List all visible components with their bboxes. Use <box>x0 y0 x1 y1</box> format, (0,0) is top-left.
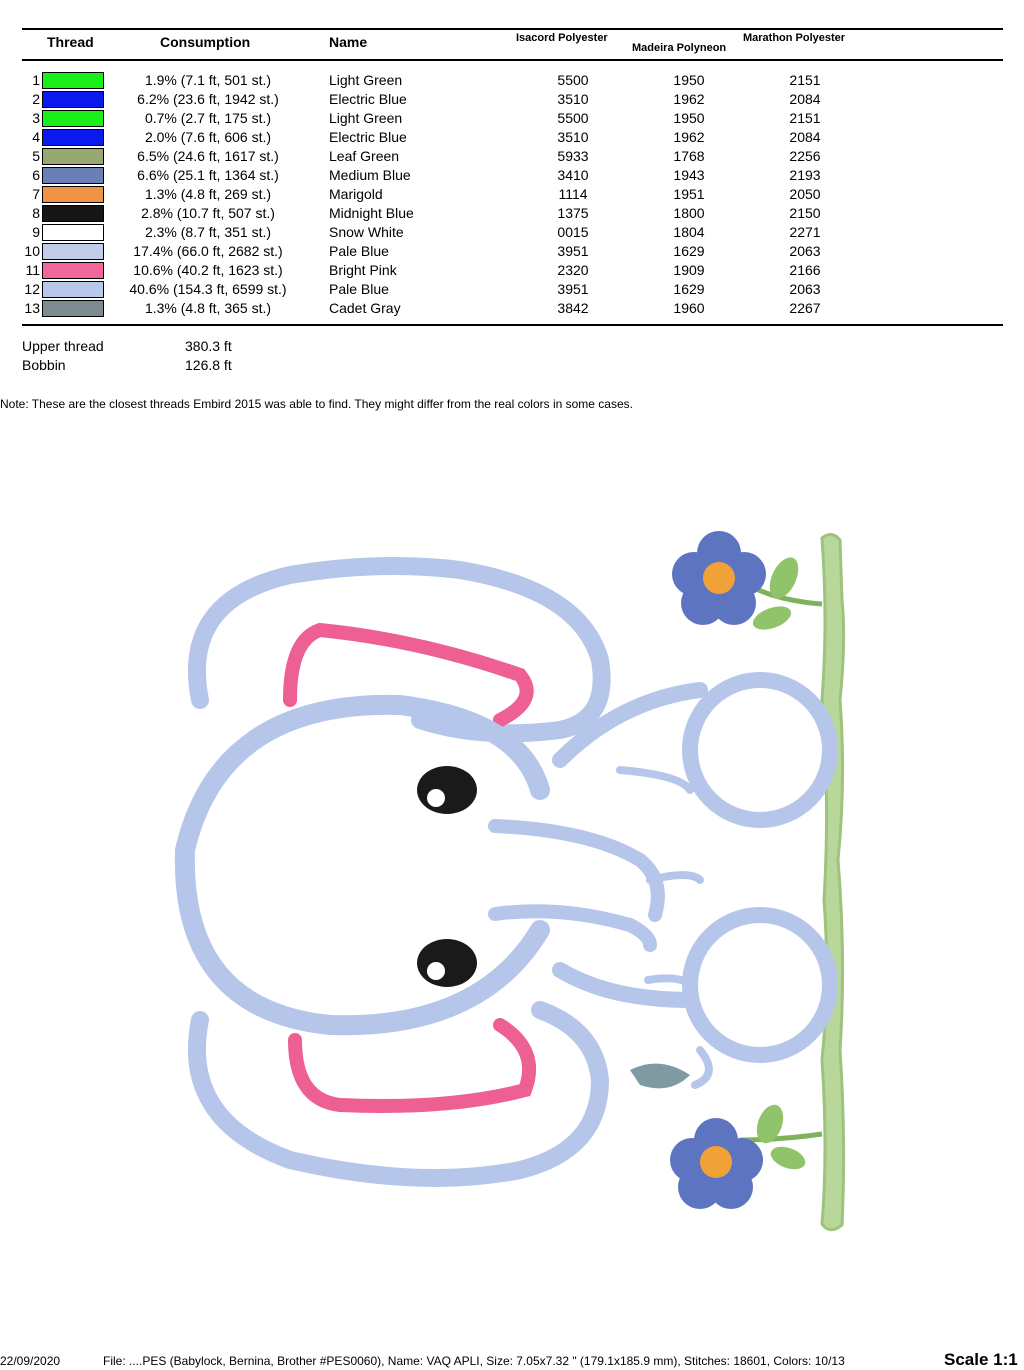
table-row <box>0 204 1024 223</box>
thread-color-swatch <box>42 186 104 203</box>
thread-color-swatch <box>42 72 104 89</box>
table-row <box>0 147 1024 166</box>
thread-consumption: 1.3% (4.8 ft, 269 st.) <box>144 186 272 202</box>
leaf-bottom-2 <box>768 1142 809 1173</box>
marathon-code: 2271 <box>789 224 821 240</box>
table-row <box>0 261 1024 280</box>
thread-name: Marigold <box>329 186 383 202</box>
upper-thread-label: Upper thread <box>22 338 104 354</box>
table-row <box>0 109 1024 128</box>
madeira-code: 1950 <box>673 72 705 88</box>
thread-number: 3 <box>32 110 40 126</box>
thread-number: 5 <box>32 148 40 164</box>
thread-color-swatch <box>42 224 104 241</box>
foot-top <box>690 680 830 820</box>
gray-leaf <box>630 1064 690 1089</box>
bottom-flower-stem <box>740 1134 822 1140</box>
header-madeira: Madeira Polyneon <box>632 42 727 54</box>
thread-color-swatch <box>42 148 104 165</box>
thread-color-swatch <box>42 91 104 108</box>
thread-name: Light Green <box>329 110 403 126</box>
isacord-code: 5933 <box>557 148 589 164</box>
isacord-code: 1375 <box>557 205 589 221</box>
thread-name: Electric Blue <box>329 129 407 145</box>
thread-number: 7 <box>32 186 40 202</box>
thread-consumption: 2.8% (10.7 ft, 507 st.) <box>141 205 275 221</box>
marathon-code: 2050 <box>789 186 821 202</box>
thread-consumption: 40.6% (154.3 ft, 6599 st.) <box>129 281 287 297</box>
isacord-code: 1114 <box>558 186 588 202</box>
thread-number: 1 <box>32 72 40 88</box>
eye-top-highlight <box>427 789 445 807</box>
thread-color-swatch <box>42 243 104 260</box>
thread-name: Pale Blue <box>329 281 389 297</box>
madeira-code: 1800 <box>673 205 705 221</box>
thread-name: Pale Blue <box>329 243 389 259</box>
header-consumption: Consumption <box>160 34 251 50</box>
elephant-embroidery-design <box>160 520 860 1250</box>
thread-color-swatch <box>42 300 104 317</box>
madeira-code: 1950 <box>673 110 705 126</box>
marathon-code: 2084 <box>789 91 821 107</box>
thread-consumption: 6.2% (23.6 ft, 1942 st.) <box>137 91 279 107</box>
top-flower <box>672 531 766 625</box>
madeira-code: 1962 <box>673 91 705 107</box>
thread-number: 9 <box>32 224 40 240</box>
thread-name: Medium Blue <box>329 167 411 183</box>
thread-number: 8 <box>32 205 40 221</box>
thread-color-swatch <box>42 281 104 298</box>
eye-bottom-highlight <box>427 962 445 980</box>
thread-consumption: 6.6% (25.1 ft, 1364 st.) <box>137 167 279 183</box>
isacord-code: 3842 <box>557 300 589 316</box>
bobbin-value: 126.8 ft <box>185 357 232 373</box>
bobbin-label: Bobbin <box>22 357 66 373</box>
foot-bottom <box>690 915 830 1055</box>
bottom-flower <box>670 1118 763 1209</box>
thread-consumption: 1.3% (4.8 ft, 365 st.) <box>144 300 272 316</box>
marathon-code: 2166 <box>789 262 821 278</box>
isacord-code: 0015 <box>557 224 589 240</box>
marathon-code: 2151 <box>789 72 821 88</box>
trunk-lower <box>495 911 650 945</box>
thread-name: Electric Blue <box>329 91 407 107</box>
isacord-code: 3951 <box>557 243 589 259</box>
table-row <box>0 128 1024 147</box>
thread-name: Snow White <box>329 224 404 240</box>
table-bottom-rule <box>22 324 1003 326</box>
thread-number: 11 <box>25 262 40 278</box>
thread-consumption: 1.9% (7.1 ft, 501 st.) <box>144 72 272 88</box>
table-row <box>0 185 1024 204</box>
table-row <box>0 280 1024 299</box>
thread-consumption: 6.5% (24.6 ft, 1617 st.) <box>137 148 279 164</box>
upper-thread-value: 380.3 ft <box>185 338 232 354</box>
table-row <box>0 166 1024 185</box>
header-name: Name <box>329 34 368 50</box>
table-top-rule <box>22 28 1003 30</box>
marathon-code: 2063 <box>789 281 821 297</box>
table-row <box>0 299 1024 318</box>
table-row <box>0 242 1024 261</box>
thread-consumption: 17.4% (66.0 ft, 2682 st.) <box>133 243 283 259</box>
marathon-code: 2256 <box>789 148 821 164</box>
header-isacord: Isacord Polyester <box>516 32 608 44</box>
table-row <box>0 223 1024 242</box>
madeira-code: 1909 <box>673 262 705 278</box>
madeira-code: 1960 <box>673 300 705 316</box>
isacord-code: 3410 <box>557 167 589 183</box>
thread-name: Leaf Green <box>329 148 400 164</box>
thread-number: 12 <box>24 281 40 297</box>
thread-consumption: 10.6% (40.2 ft, 1623 st.) <box>133 262 283 278</box>
thread-name: Midnight Blue <box>329 205 414 221</box>
footer-file-info: File: ....PES (Babylock, Bernina, Brother #PES0060), Name: VAQ APLI, Size: 7.05x7.32 " (179.1x185.9 mm), Stitches: 18601, Colors: 10/13 <box>103 1354 845 1368</box>
thread-number: 2 <box>32 91 40 107</box>
madeira-code: 1629 <box>673 281 705 297</box>
footer-date: 22/09/2020 <box>0 1354 61 1368</box>
madeira-code: 1804 <box>673 224 705 240</box>
marathon-code: 2193 <box>789 167 821 183</box>
thread-name: Bright Pink <box>329 262 397 278</box>
header-thread: Thread <box>47 34 94 50</box>
marathon-code: 2151 <box>789 110 821 126</box>
thread-consumption: 2.3% (8.7 ft, 351 st.) <box>144 224 272 240</box>
table-row <box>0 90 1024 109</box>
bottom-ear <box>197 1010 600 1178</box>
marathon-code: 2063 <box>789 243 821 259</box>
head <box>185 705 540 1025</box>
trunk-upper <box>495 826 658 915</box>
thread-name: Cadet Gray <box>329 300 401 316</box>
table-header-rule <box>22 59 1003 61</box>
marathon-code: 2084 <box>789 129 821 145</box>
thread-number: 13 <box>24 300 40 316</box>
madeira-code: 1768 <box>673 148 705 164</box>
thread-name: Light Green <box>329 72 403 88</box>
isacord-code: 3510 <box>557 129 589 145</box>
thread-consumption: 0.7% (2.7 ft, 175 st.) <box>144 110 272 126</box>
thread-note: Note: These are the closest threads Embird 2015 was able to find. They might differ from the real colors in some cases. <box>0 397 633 411</box>
thread-color-swatch <box>42 129 104 146</box>
isacord-code: 5500 <box>557 72 589 88</box>
eye-bottom <box>417 939 477 987</box>
thread-color-swatch <box>42 167 104 184</box>
header-marathon: Marathon Polyester <box>743 32 846 44</box>
isacord-code: 5500 <box>557 110 589 126</box>
leaf-top-2 <box>750 602 794 634</box>
isacord-code: 3951 <box>557 281 589 297</box>
thread-number: 10 <box>24 243 40 259</box>
madeira-code: 1962 <box>673 129 705 145</box>
marathon-code: 2150 <box>789 205 821 221</box>
isacord-code: 3510 <box>557 91 589 107</box>
thread-color-swatch <box>42 110 104 127</box>
tail <box>695 1050 709 1085</box>
thread-number: 4 <box>32 129 40 145</box>
eye-top <box>417 766 477 814</box>
bottom-ear-pink <box>295 1025 529 1106</box>
grass-strip <box>822 534 844 1229</box>
isacord-code: 2320 <box>557 262 589 278</box>
thread-number: 6 <box>32 167 40 183</box>
footer-scale: Scale 1:1 <box>944 1350 1018 1369</box>
madeira-code: 1951 <box>673 186 705 202</box>
table-row <box>0 71 1024 90</box>
madeira-code: 1629 <box>673 243 705 259</box>
thread-color-swatch <box>42 205 104 222</box>
marathon-code: 2267 <box>789 300 821 316</box>
thread-consumption: 2.0% (7.6 ft, 606 st.) <box>144 129 272 145</box>
madeira-code: 1943 <box>673 167 705 183</box>
thread-color-swatch <box>42 262 104 279</box>
